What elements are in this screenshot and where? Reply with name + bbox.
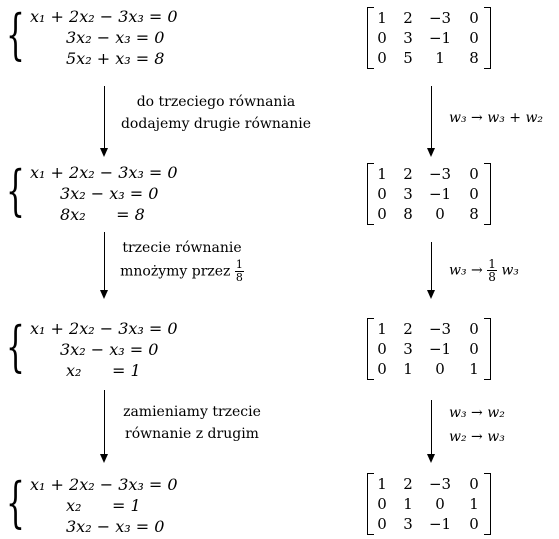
left-brace: {	[6, 3, 25, 66]
right-down-arrow-3	[431, 400, 432, 454]
left-brace: {	[6, 471, 25, 534]
fraction	[235, 259, 244, 284]
row-operation-3a: w₃ → w₂	[449, 405, 505, 421]
matrix-cell: −1	[428, 185, 452, 203]
matrix-cell: 0	[469, 185, 479, 203]
arrow-head	[427, 290, 435, 299]
matrix-cell: 0	[377, 185, 387, 203]
arrow-head	[427, 148, 435, 157]
equation-line: 3x₂ − x₃ = 0	[60, 184, 159, 203]
matrix-cell: 0	[435, 360, 445, 378]
matrix-cell: 0	[377, 360, 387, 378]
description-line: dodajemy drugie równanie	[120, 116, 312, 132]
row-operation-1: w₃ → w₃ + w₂	[449, 110, 544, 126]
arrow-head	[100, 454, 108, 463]
matrix-cell: 3	[403, 340, 413, 358]
arrow-head	[100, 148, 108, 157]
row-operation-suffix: w₃	[501, 262, 519, 279]
matrix-cell: 0	[377, 340, 387, 358]
description-line: do trzeciego równania	[136, 94, 296, 110]
matrix-cell: −1	[428, 29, 452, 47]
matrix-cell: 0	[469, 9, 479, 27]
matrix-cell: 2	[403, 475, 413, 493]
matrix-cell: 0	[469, 29, 479, 47]
left-down-arrow-1	[104, 86, 105, 148]
description-line: mnożymy przez	[120, 263, 231, 280]
matrix-cell: 0	[469, 340, 479, 358]
equation-system-3	[0, 316, 205, 382]
matrix-cell: 1	[377, 475, 387, 493]
matrix-cell: −3	[428, 475, 452, 493]
matrix-cell: −1	[428, 340, 452, 358]
description-line-with-fraction	[112, 259, 252, 284]
right-down-arrow-2	[431, 242, 432, 290]
equation-line: x₂ = 1	[66, 496, 141, 515]
matrix-cell: −3	[428, 9, 452, 27]
equation-system-4	[0, 472, 205, 538]
matrix-cell: −1	[428, 515, 452, 533]
matrix-cell: 0	[377, 49, 387, 67]
fraction-numerator: 1	[235, 258, 243, 271]
matrix-cell: 1	[469, 495, 479, 513]
matrix-cell: 8	[469, 49, 479, 67]
matrix-cell: 3	[403, 185, 413, 203]
equation-system-2	[0, 160, 205, 226]
equation-line: 3x₂ − x₃ = 0	[66, 28, 165, 47]
augmented-matrix-3	[367, 318, 491, 380]
matrix-cell: 3	[403, 29, 413, 47]
equation-line: x₁ + 2x₂ − 3x₃ = 0	[30, 319, 178, 338]
matrix-cell: 8	[469, 205, 479, 223]
matrix-cell: −3	[428, 165, 452, 183]
matrix-cell: 0	[435, 205, 445, 223]
description-line: trzecie równanie	[122, 240, 242, 256]
matrix-cell: 0	[435, 495, 445, 513]
transition-description-3	[112, 401, 272, 445]
matrix-cell: 2	[403, 165, 413, 183]
equation-line: 3x₂ − x₃ = 0	[66, 517, 165, 536]
arrow-head	[100, 290, 108, 299]
left-down-arrow-2	[104, 232, 105, 290]
matrix-cell: 2	[403, 320, 413, 338]
left-down-arrow-3	[104, 390, 105, 454]
matrix-cell: 0	[469, 515, 479, 533]
equation-line: x₁ + 2x₂ − 3x₃ = 0	[30, 163, 178, 182]
equation-line: 8x₂ = 8	[60, 205, 145, 224]
matrix-cell: 0	[377, 29, 387, 47]
left-brace: {	[6, 159, 25, 222]
fraction-numerator: 1	[488, 257, 496, 271]
matrix-cell: 0	[469, 475, 479, 493]
fraction-denominator: 8	[488, 270, 496, 284]
arrow-head	[427, 454, 435, 463]
equation-line: x₁ + 2x₂ − 3x₃ = 0	[30, 475, 178, 494]
augmented-matrix-2	[367, 163, 491, 225]
matrix-cell: 0	[469, 165, 479, 183]
matrix-cell: 1	[403, 360, 413, 378]
matrix-cell: −3	[428, 320, 452, 338]
fraction	[487, 258, 497, 283]
matrix-cell: 1	[377, 165, 387, 183]
matrix-cell: 5	[403, 49, 413, 67]
equation-line: 3x₂ − x₃ = 0	[60, 340, 159, 359]
row-operation-2	[449, 258, 519, 283]
matrix-cell: 0	[377, 205, 387, 223]
description-line: zamieniamy trzecie	[123, 404, 261, 420]
fraction-denominator: 8	[235, 271, 243, 284]
left-brace: {	[6, 315, 25, 378]
matrix-cell: 3	[403, 515, 413, 533]
matrix-cell: 0	[377, 515, 387, 533]
augmented-matrix-1	[367, 7, 491, 69]
right-down-arrow-1	[431, 86, 432, 148]
equation-line: x₂ = 1	[66, 361, 141, 380]
equation-system-1	[0, 4, 205, 70]
matrix-cell: 1	[469, 360, 479, 378]
matrix-cell: 1	[377, 320, 387, 338]
matrix-cell: 1	[377, 9, 387, 27]
matrix-cell: 1	[403, 495, 413, 513]
row-operation-prefix: w₃ →	[449, 262, 483, 279]
equation-line: 5x₂ + x₃ = 8	[66, 49, 165, 68]
matrix-cell: 1	[435, 49, 445, 67]
transition-description-2	[112, 237, 252, 284]
matrix-cell: 0	[377, 495, 387, 513]
matrix-cell: 0	[469, 320, 479, 338]
row-operation-3b: w₂ → w₃	[449, 429, 505, 445]
equation-line: x₁ + 2x₂ − 3x₃ = 0	[30, 7, 178, 26]
augmented-matrix-4	[367, 473, 491, 535]
matrix-cell: 2	[403, 9, 413, 27]
transition-description-1	[112, 91, 320, 135]
matrix-cell: 8	[403, 205, 413, 223]
description-line: równanie z drugim	[125, 426, 259, 442]
